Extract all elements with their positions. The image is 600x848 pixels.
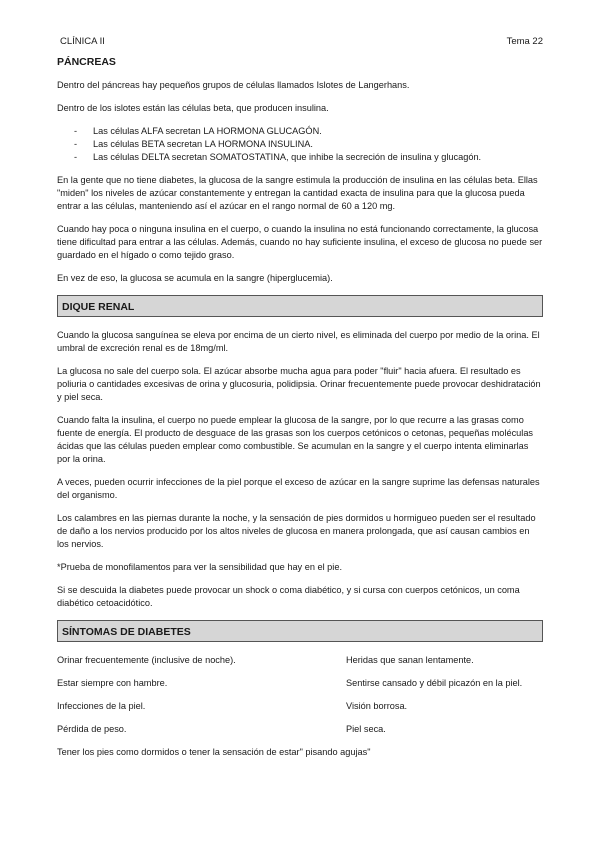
section-title-dique-renal: DIQUE RENAL — [57, 295, 543, 317]
header-topic: Tema 22 — [506, 36, 543, 47]
paragraph: *Prueba de monofilamentos para ver la sensibilidad que hay en el pie. — [57, 562, 342, 572]
paragraph: En vez de eso, la glucosa se acumula en la sangre (hiperglucemia). — [57, 273, 333, 283]
paragraph: Si se descuida la diabetes puede provocar un shock o coma diabético, y si cursa con cuerpos cetónicos, un coma diabético cetoacidótico. — [57, 585, 520, 608]
paragraph: A veces, pueden ocurrir infecciones de la piel porque el exceso de azúcar en la sangre suprime las defensas naturales del organismo. — [57, 477, 540, 500]
list-item-text: Las células DELTA secretan SOMATOSTATINA, que inhibe la secreción de insulina y glucagón. — [93, 152, 482, 162]
symptom-item: Pérdida de peso. — [57, 724, 127, 734]
paragraph: Cuando la glucosa sanguínea se eleva por encima de un cierto nivel, es eliminada del cuerpo por medio de la orina. El umbral de excreción renal es de 18mg/ml. — [57, 330, 540, 353]
paragraph: Los calambres en las piernas durante la noche, y la sensación de pies dormidos u hormigueo pueden ser el resultado de daño a los nervios producido por los altos niveles de glucosa en manera prolongada, que así causan cambios en los nervios. — [57, 513, 536, 549]
list-item-text: Las células ALFA secretan LA HORMONA GLUCAGÓN. — [93, 126, 322, 136]
paragraph: La glucosa no sale del cuerpo sola. El azúcar absorbe mucha agua para poder "fluir" hacia afuera. El resultado es poliuria o cantidades excesivas de orina y glucosuria, polidipsia. Orinar frecuentemente puede provocar deshidratación y piel seca. — [57, 366, 541, 402]
header-course: CLÍNICA II — [60, 36, 105, 47]
section-title-sintomas: SÍNTOMAS DE DIABETES — [57, 620, 543, 642]
section-title-pancreas: PÁNCREAS — [57, 56, 116, 68]
list-item: - Las células DELTA secretan SOMATOSTATINA, que inhibe la secreción de insulina y glucagón. — [74, 152, 482, 162]
symptom-item-last: Tener los pies como dormidos o tener la sensación de estar" pisando agujas" — [57, 747, 371, 757]
paragraph: Cuando falta la insulina, el cuerpo no puede emplear la glucosa de la sangre, por lo que recurre a las grasas como fuente de energía. El producto de desguace de las grasas son los cuerpos cetónicos o cetonas, pequeñas moléculas ácidas que las células pueden emplear como combustible. Se acumulan en la sangre y el cuerpo intenta eliminarlas por la orina. — [57, 415, 534, 464]
symptoms-grid — [57, 654, 543, 736]
document-body — [57, 56, 543, 769]
list-item: - Las células ALFA secretan LA HORMONA GLUCAGÓN. — [74, 126, 322, 136]
paragraph: En la gente que no tiene diabetes, la glucosa de la sangre estimula la producción de insulina en las células beta. Ellas "miden" los niveles de azúcar constantemente y entregan la cantidad exacta de insulina para que la glucosa pueda entrar a las células, manteniendo así el azúcar en el rango normal de 60 a 120 mg. — [57, 175, 538, 211]
symptom-item: Sentirse cansado y débil picazón en la piel. — [346, 678, 523, 688]
paragraph: Cuando hay poca o ninguna insulina en el cuerpo, o cuando la insulina no está funcionando correctamente, la glucosa tiene dificultad para entrar a las células. Además, cuando no hay suficiente insulina, el exceso de glucosa no puede ser guardado en el hígado o como tejido graso. — [57, 224, 543, 260]
symptom-item: Estar siempre con hambre. — [57, 678, 168, 688]
symptom-item: Orinar frecuentemente (inclusive de noche). — [57, 655, 236, 665]
paragraph: Dentro del páncreas hay pequeños grupos de células llamados Islotes de Langerhans. — [57, 80, 410, 90]
cell-type-list — [57, 125, 543, 164]
symptom-item: Piel seca. — [346, 724, 386, 734]
list-item-text: Las células BETA secretan LA HORMONA INSULINA. — [93, 139, 313, 149]
paragraph: Dentro de los islotes están las células beta, que producen insulina. — [57, 103, 329, 113]
symptom-item: Infecciones de la piel. — [57, 701, 146, 711]
symptom-item: Visión borrosa. — [346, 701, 408, 711]
symptom-item: Heridas que sanan lentamente. — [346, 655, 474, 665]
list-item: - Las células BETA secretan LA HORMONA INSULINA. — [74, 139, 313, 149]
